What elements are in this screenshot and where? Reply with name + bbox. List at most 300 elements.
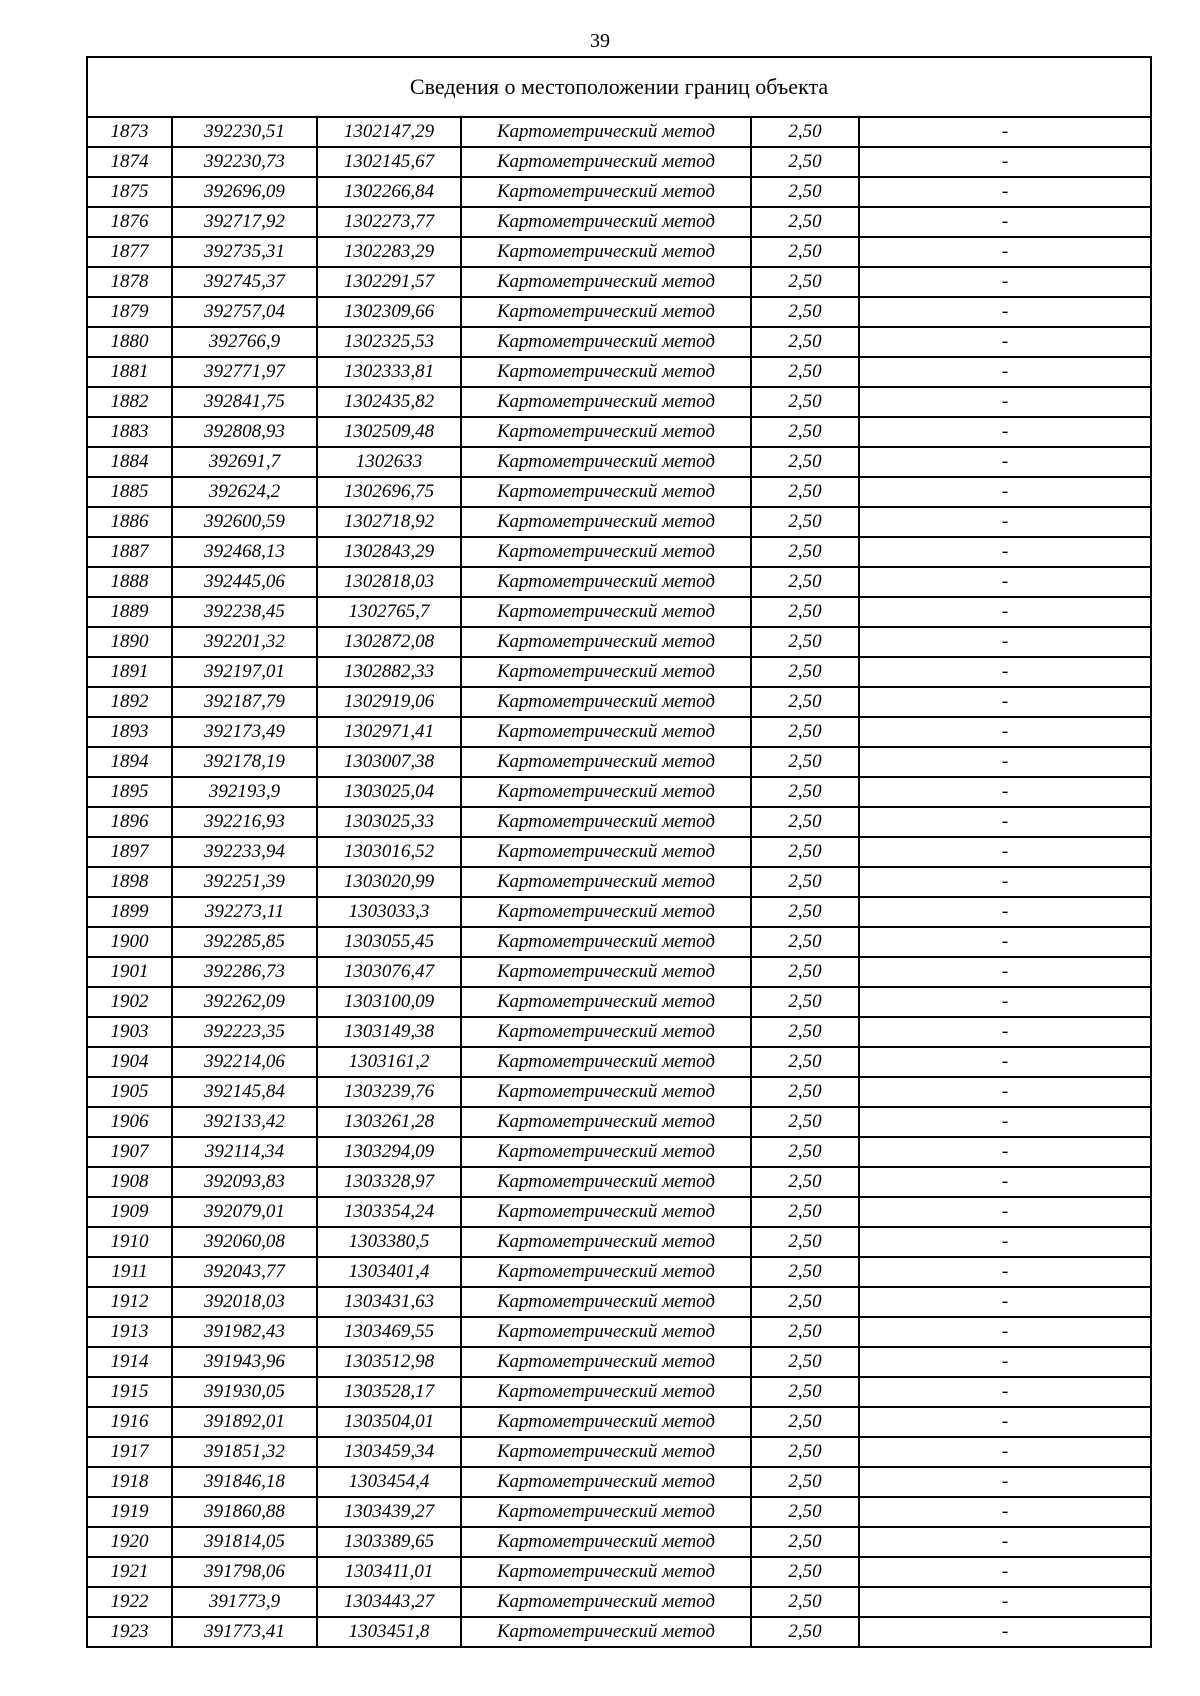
method-cell: Картометрический метод [461,867,751,897]
accuracy-cell: 2,50 [751,957,859,987]
y-coordinate-cell: 1303007,38 [317,747,461,777]
table-row [87,1467,1151,1497]
page-number: 39 [590,30,610,52]
y-coordinate-cell: 1302283,29 [317,237,461,267]
method-cell: Картометрический метод [461,1347,751,1377]
method-cell: Картометрический метод [461,357,751,387]
point-number-cell: 1895 [87,777,172,807]
y-coordinate-cell: 1302435,82 [317,387,461,417]
description-cell: - [859,237,1151,267]
x-coordinate-cell: 392197,01 [172,657,317,687]
y-coordinate-cell: 1302333,81 [317,357,461,387]
description-cell: - [859,807,1151,837]
table-row [87,747,1151,777]
description-cell: - [859,267,1151,297]
point-number-cell: 1905 [87,1077,172,1107]
x-coordinate-cell: 392216,93 [172,807,317,837]
y-coordinate-cell: 1302765,7 [317,597,461,627]
point-number-cell: 1875 [87,177,172,207]
table-row [87,1107,1151,1137]
x-coordinate-cell: 392808,93 [172,417,317,447]
x-coordinate-cell: 392230,51 [172,117,317,147]
y-coordinate-cell: 1302509,48 [317,417,461,447]
method-cell: Картометрический метод [461,897,751,927]
accuracy-cell: 2,50 [751,1467,859,1497]
description-cell: - [859,1137,1151,1167]
point-number-cell: 1877 [87,237,172,267]
table-row [87,597,1151,627]
point-number-cell: 1891 [87,657,172,687]
point-number-cell: 1893 [87,717,172,747]
y-coordinate-cell: 1303328,97 [317,1167,461,1197]
method-cell: Картометрический метод [461,1227,751,1257]
method-cell: Картометрический метод [461,147,751,177]
x-coordinate-cell: 392178,19 [172,747,317,777]
y-coordinate-cell: 1302266,84 [317,177,461,207]
y-coordinate-cell: 1303055,45 [317,927,461,957]
method-cell: Картометрический метод [461,987,751,1017]
description-cell: - [859,867,1151,897]
table-row [87,1347,1151,1377]
y-coordinate-cell: 1303100,09 [317,987,461,1017]
y-coordinate-cell: 1302145,67 [317,147,461,177]
x-coordinate-cell: 391798,06 [172,1557,317,1587]
y-coordinate-cell: 1302291,57 [317,267,461,297]
x-coordinate-cell: 392043,77 [172,1257,317,1287]
y-coordinate-cell: 1303528,17 [317,1377,461,1407]
description-cell: - [859,1377,1151,1407]
y-coordinate-cell: 1303512,98 [317,1347,461,1377]
description-cell: - [859,1227,1151,1257]
x-coordinate-cell: 391773,41 [172,1617,317,1647]
accuracy-cell: 2,50 [751,1347,859,1377]
description-cell: - [859,1407,1151,1437]
method-cell: Картометрический метод [461,1587,751,1617]
point-number-cell: 1889 [87,597,172,627]
method-cell: Картометрический метод [461,267,751,297]
accuracy-cell: 2,50 [751,927,859,957]
table-row [87,207,1151,237]
point-number-cell: 1887 [87,537,172,567]
method-cell: Картометрический метод [461,447,751,477]
y-coordinate-cell: 1302843,29 [317,537,461,567]
table-row [87,1587,1151,1617]
description-cell: - [859,1317,1151,1347]
method-cell: Картометрический метод [461,777,751,807]
point-number-cell: 1909 [87,1197,172,1227]
point-number-cell: 1919 [87,1497,172,1527]
table-row [87,1617,1151,1647]
accuracy-cell: 2,50 [751,987,859,1017]
y-coordinate-cell: 1302718,92 [317,507,461,537]
x-coordinate-cell: 392230,73 [172,147,317,177]
description-cell: - [859,657,1151,687]
x-coordinate-cell: 391773,9 [172,1587,317,1617]
table-row [87,237,1151,267]
accuracy-cell: 2,50 [751,657,859,687]
description-cell: - [859,1077,1151,1107]
description-cell: - [859,357,1151,387]
description-cell: - [859,1107,1151,1137]
description-cell: - [859,1257,1151,1287]
table-row [87,297,1151,327]
y-coordinate-cell: 1303443,27 [317,1587,461,1617]
point-number-cell: 1882 [87,387,172,417]
description-cell: - [859,147,1151,177]
description-cell: - [859,207,1151,237]
table-row [87,477,1151,507]
accuracy-cell: 2,50 [751,1257,859,1287]
table-row [87,447,1151,477]
point-number-cell: 1890 [87,627,172,657]
point-number-cell: 1910 [87,1227,172,1257]
method-cell: Картометрический метод [461,1407,751,1437]
point-number-cell: 1917 [87,1437,172,1467]
y-coordinate-cell: 1302971,41 [317,717,461,747]
description-cell: - [859,1197,1151,1227]
accuracy-cell: 2,50 [751,507,859,537]
accuracy-cell: 2,50 [751,777,859,807]
point-number-cell: 1911 [87,1257,172,1287]
point-number-cell: 1914 [87,1347,172,1377]
description-cell: - [859,537,1151,567]
description-cell: - [859,1587,1151,1617]
accuracy-cell: 2,50 [751,1437,859,1467]
method-cell: Картометрический метод [461,387,751,417]
table-row [87,1047,1151,1077]
accuracy-cell: 2,50 [751,687,859,717]
table-row [87,1287,1151,1317]
description-cell: - [859,1047,1151,1077]
method-cell: Картометрический метод [461,747,751,777]
x-coordinate-cell: 391846,18 [172,1467,317,1497]
accuracy-cell: 2,50 [751,897,859,927]
accuracy-cell: 2,50 [751,1287,859,1317]
accuracy-cell: 2,50 [751,1407,859,1437]
method-cell: Картометрический метод [461,1047,751,1077]
y-coordinate-cell: 1302325,53 [317,327,461,357]
y-coordinate-cell: 1303504,01 [317,1407,461,1437]
y-coordinate-cell: 1303294,09 [317,1137,461,1167]
description-cell: - [859,417,1151,447]
description-cell: - [859,597,1151,627]
description-cell: - [859,1287,1151,1317]
y-coordinate-cell: 1303161,2 [317,1047,461,1077]
accuracy-cell: 2,50 [751,1617,859,1647]
method-cell: Картометрический метод [461,177,751,207]
table-row [87,657,1151,687]
description-cell: - [859,477,1151,507]
accuracy-cell: 2,50 [751,357,859,387]
table-title-row [87,57,1151,117]
y-coordinate-cell: 1302818,03 [317,567,461,597]
description-cell: - [859,957,1151,987]
accuracy-cell: 2,50 [751,1167,859,1197]
method-cell: Картометрический метод [461,417,751,447]
table-row [87,327,1151,357]
accuracy-cell: 2,50 [751,537,859,567]
table-row [87,777,1151,807]
accuracy-cell: 2,50 [751,717,859,747]
y-coordinate-cell: 1303401,4 [317,1257,461,1287]
y-coordinate-cell: 1303439,27 [317,1497,461,1527]
table-row [87,1167,1151,1197]
method-cell: Картометрический метод [461,1017,751,1047]
y-coordinate-cell: 1302882,33 [317,657,461,687]
x-coordinate-cell: 392187,79 [172,687,317,717]
point-number-cell: 1874 [87,147,172,177]
accuracy-cell: 2,50 [751,1077,859,1107]
table-row [87,1257,1151,1287]
table-row [87,357,1151,387]
boundary-coordinates-table [86,56,1152,1648]
x-coordinate-cell: 392018,03 [172,1287,317,1317]
y-coordinate-cell: 1303354,24 [317,1197,461,1227]
accuracy-cell: 2,50 [751,1017,859,1047]
point-number-cell: 1886 [87,507,172,537]
method-cell: Картометрический метод [461,837,751,867]
accuracy-cell: 2,50 [751,1227,859,1257]
table-row [87,1527,1151,1557]
accuracy-cell: 2,50 [751,1107,859,1137]
description-cell: - [859,717,1151,747]
x-coordinate-cell: 392600,59 [172,507,317,537]
x-coordinate-cell: 392273,11 [172,897,317,927]
table-row [87,1317,1151,1347]
x-coordinate-cell: 392079,01 [172,1197,317,1227]
accuracy-cell: 2,50 [751,447,859,477]
description-cell: - [859,117,1151,147]
x-coordinate-cell: 392223,35 [172,1017,317,1047]
table-row [87,987,1151,1017]
y-coordinate-cell: 1302919,06 [317,687,461,717]
accuracy-cell: 2,50 [751,567,859,597]
point-number-cell: 1907 [87,1137,172,1167]
y-coordinate-cell: 1303459,34 [317,1437,461,1467]
x-coordinate-cell: 392286,73 [172,957,317,987]
y-coordinate-cell: 1303411,01 [317,1557,461,1587]
point-number-cell: 1915 [87,1377,172,1407]
x-coordinate-cell: 392214,06 [172,1047,317,1077]
accuracy-cell: 2,50 [751,477,859,507]
method-cell: Картометрический метод [461,687,751,717]
description-cell: - [859,687,1151,717]
point-number-cell: 1902 [87,987,172,1017]
y-coordinate-cell: 1303239,76 [317,1077,461,1107]
accuracy-cell: 2,50 [751,267,859,297]
x-coordinate-cell: 391851,32 [172,1437,317,1467]
point-number-cell: 1876 [87,207,172,237]
accuracy-cell: 2,50 [751,297,859,327]
x-coordinate-cell: 392201,32 [172,627,317,657]
x-coordinate-cell: 392735,31 [172,237,317,267]
accuracy-cell: 2,50 [751,1527,859,1557]
method-cell: Картометрический метод [461,657,751,687]
method-cell: Картометрический метод [461,717,751,747]
description-cell: - [859,1617,1151,1647]
y-coordinate-cell: 1303025,04 [317,777,461,807]
point-number-cell: 1922 [87,1587,172,1617]
table-row [87,1227,1151,1257]
description-cell: - [859,1017,1151,1047]
description-cell: - [859,567,1151,597]
table-row [87,867,1151,897]
description-cell: - [859,777,1151,807]
x-coordinate-cell: 392285,85 [172,927,317,957]
method-cell: Картометрический метод [461,1497,751,1527]
accuracy-cell: 2,50 [751,387,859,417]
point-number-cell: 1892 [87,687,172,717]
accuracy-cell: 2,50 [751,807,859,837]
method-cell: Картометрический метод [461,1527,751,1557]
point-number-cell: 1898 [87,867,172,897]
y-coordinate-cell: 1303076,47 [317,957,461,987]
accuracy-cell: 2,50 [751,117,859,147]
table-row [87,1557,1151,1587]
table-row [87,1377,1151,1407]
table-row [87,837,1151,867]
method-cell: Картометрический метод [461,1167,751,1197]
description-cell: - [859,177,1151,207]
method-cell: Картометрический метод [461,507,751,537]
y-coordinate-cell: 1303431,63 [317,1287,461,1317]
description-cell: - [859,1437,1151,1467]
point-number-cell: 1894 [87,747,172,777]
point-number-cell: 1906 [87,1107,172,1137]
accuracy-cell: 2,50 [751,417,859,447]
table-row [87,147,1151,177]
method-cell: Картометрический метод [461,237,751,267]
x-coordinate-cell: 392251,39 [172,867,317,897]
description-cell: - [859,747,1151,777]
y-coordinate-cell: 1303149,38 [317,1017,461,1047]
accuracy-cell: 2,50 [751,1587,859,1617]
x-coordinate-cell: 392717,92 [172,207,317,237]
point-number-cell: 1900 [87,927,172,957]
description-cell: - [859,927,1151,957]
description-cell: - [859,447,1151,477]
y-coordinate-cell: 1302872,08 [317,627,461,657]
point-number-cell: 1904 [87,1047,172,1077]
method-cell: Картометрический метод [461,807,751,837]
table-title: Сведения о местоположении границ объекта [87,57,1151,117]
accuracy-cell: 2,50 [751,237,859,267]
description-cell: - [859,627,1151,657]
x-coordinate-cell: 392696,09 [172,177,317,207]
table-row [87,387,1151,417]
y-coordinate-cell: 1303454,4 [317,1467,461,1497]
point-number-cell: 1884 [87,447,172,477]
point-number-cell: 1885 [87,477,172,507]
table-body [87,117,1151,1647]
x-coordinate-cell: 392745,37 [172,267,317,297]
table-row [87,1017,1151,1047]
method-cell: Картометрический метод [461,297,751,327]
point-number-cell: 1878 [87,267,172,297]
y-coordinate-cell: 1302147,29 [317,117,461,147]
accuracy-cell: 2,50 [751,627,859,657]
point-number-cell: 1873 [87,117,172,147]
table-row [87,957,1151,987]
description-cell: - [859,1347,1151,1377]
method-cell: Картометрический метод [461,1287,751,1317]
point-number-cell: 1916 [87,1407,172,1437]
description-cell: - [859,1167,1151,1197]
method-cell: Картометрический метод [461,1467,751,1497]
point-number-cell: 1896 [87,807,172,837]
table-row [87,1197,1151,1227]
x-coordinate-cell: 392771,97 [172,357,317,387]
table-row [87,1137,1151,1167]
method-cell: Картометрический метод [461,327,751,357]
accuracy-cell: 2,50 [751,867,859,897]
x-coordinate-cell: 392238,45 [172,597,317,627]
y-coordinate-cell: 1303451,8 [317,1617,461,1647]
y-coordinate-cell: 1303380,5 [317,1227,461,1257]
x-coordinate-cell: 392757,04 [172,297,317,327]
description-cell: - [859,507,1151,537]
x-coordinate-cell: 392233,94 [172,837,317,867]
point-number-cell: 1888 [87,567,172,597]
x-coordinate-cell: 392468,13 [172,537,317,567]
accuracy-cell: 2,50 [751,1197,859,1227]
table-row [87,717,1151,747]
description-cell: - [859,327,1151,357]
accuracy-cell: 2,50 [751,1377,859,1407]
y-coordinate-cell: 1303025,33 [317,807,461,837]
accuracy-cell: 2,50 [751,1557,859,1587]
table-row [87,537,1151,567]
x-coordinate-cell: 392060,08 [172,1227,317,1257]
y-coordinate-cell: 1303469,55 [317,1317,461,1347]
x-coordinate-cell: 392145,84 [172,1077,317,1107]
table-row [87,1437,1151,1467]
method-cell: Картометрический метод [461,567,751,597]
description-cell: - [859,1557,1151,1587]
x-coordinate-cell: 392766,9 [172,327,317,357]
accuracy-cell: 2,50 [751,1137,859,1167]
method-cell: Картометрический метод [461,1077,751,1107]
table-row [87,1497,1151,1527]
table-row [87,1077,1151,1107]
table-row [87,177,1151,207]
point-number-cell: 1897 [87,837,172,867]
method-cell: Картометрический метод [461,1257,751,1287]
method-cell: Картометрический метод [461,477,751,507]
table-row [87,927,1151,957]
table-row [87,687,1151,717]
accuracy-cell: 2,50 [751,177,859,207]
point-number-cell: 1899 [87,897,172,927]
y-coordinate-cell: 1303389,65 [317,1527,461,1557]
x-coordinate-cell: 392114,34 [172,1137,317,1167]
point-number-cell: 1908 [87,1167,172,1197]
accuracy-cell: 2,50 [751,747,859,777]
accuracy-cell: 2,50 [751,147,859,177]
point-number-cell: 1923 [87,1617,172,1647]
table-row [87,1407,1151,1437]
table-row [87,897,1151,927]
x-coordinate-cell: 392093,83 [172,1167,317,1197]
y-coordinate-cell: 1303016,52 [317,837,461,867]
accuracy-cell: 2,50 [751,837,859,867]
y-coordinate-cell: 1302696,75 [317,477,461,507]
accuracy-cell: 2,50 [751,597,859,627]
method-cell: Картометрический метод [461,1197,751,1227]
y-coordinate-cell: 1303033,3 [317,897,461,927]
table-row [87,267,1151,297]
description-cell: - [859,387,1151,417]
